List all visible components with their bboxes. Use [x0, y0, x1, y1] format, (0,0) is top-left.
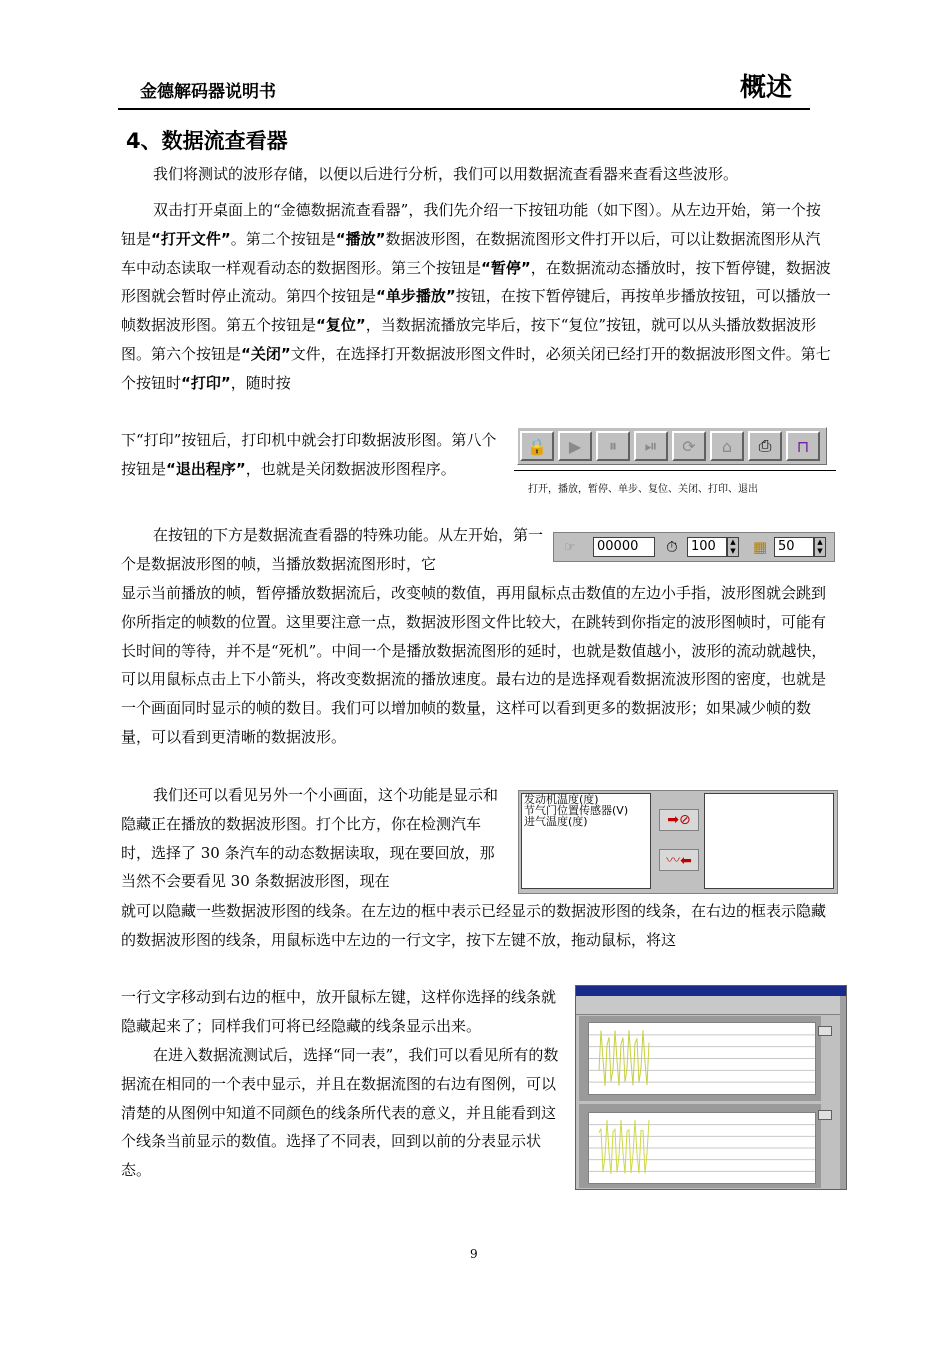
screenshot-scrollbar[interactable]	[840, 996, 846, 1190]
step-icon[interactable]: ⏯	[634, 431, 668, 461]
figure-rule	[514, 470, 836, 471]
section-title: 4、数据流查看器	[126, 129, 288, 153]
shown-lines-list[interactable]	[521, 793, 651, 889]
paragraph-controls-cont: 显示当前播放的帧，暂停播放数据流后，改变帧的数值，再用鼠标点击数值的左边小手指，波形图就会跳到你所指定的帧数的位置。这里要注意一点，数据波形图文件比较大，在跳转到你指定的波形图帧时，可能有长时间的等待，并不是“死机”。中间一个是播放数据流图形的延时，也就是数值越小，波形的流动就越快，可以用鼠标点击上下小箭头，将改变数据流的播放速度。最右边的是选择观看数据流波形图的密度，也就是一个画面同时显示的帧的数目。我们可以增加帧的数量，这样可以看到更多的数据波形；如果减少帧的数量，可以看到更清晰的数据波形。	[121, 584, 827, 746]
paragraph-drag: 一行文字移动到右边的框中，放开鼠标左键，这样你选择的线条就隐藏起来了；同样我们可将已经隐藏的线条显示出来。	[121, 988, 557, 1035]
show-arrow-icon[interactable]: 〰⬅	[659, 849, 699, 871]
chart-bottom-button[interactable]	[818, 1110, 832, 1120]
screenshot-titlebar	[576, 986, 846, 996]
frame-input[interactable]: 00000	[593, 537, 655, 557]
chart-top-plot	[589, 1023, 815, 1094]
paragraph-intro: 我们将测试的波形存储，以便以后进行分析，我们可以用数据流查看器来查看这些波形。	[153, 165, 739, 183]
density-icon: ▦	[753, 538, 768, 556]
doc-title: 金德解码器说明书	[140, 82, 276, 102]
chart-top	[588, 1022, 816, 1095]
hand-pointer-icon[interactable]: ☞	[564, 540, 576, 555]
toolbar-caption: 打开，播放，暂停、单步、复位、关闭、打印、退出	[528, 484, 758, 495]
open-icon[interactable]: 🔒	[520, 431, 554, 461]
chart-top-button[interactable]	[818, 1026, 832, 1036]
pause-icon[interactable]: ⏸	[596, 431, 630, 461]
reset-icon[interactable]: ⟳	[672, 431, 706, 461]
viewer-screenshot	[575, 985, 847, 1190]
paragraph-showhide-cont: 就可以隐藏一些数据波形图的线条。在左边的框中表示已经显示的数据波形图的线条，在右边的框表示隐藏的数据波形图的线条，用鼠标选中左边的一行文字，按下左键不放，拖动鼠标，将这	[121, 902, 827, 949]
paragraph-buttons-cont: 下“打印”按钮后，打印机中就会打印数据波形图。第八个按钮是“退出程序”，也就是关闭数据波形图程序。	[121, 431, 497, 478]
density-spinner[interactable]: ▲ ▼	[814, 537, 826, 557]
list-item[interactable]: 发动机温度(度)	[524, 793, 599, 806]
viewer-toolbar	[517, 427, 827, 465]
delay-input[interactable]: 100	[687, 537, 727, 557]
list-item[interactable]: 进气温度(度)	[524, 815, 588, 828]
play-icon[interactable]: ▶	[558, 431, 592, 461]
list-item[interactable]: 节气门位置传感器(V)	[524, 804, 629, 817]
clock-icon: ⏱	[666, 538, 678, 556]
chart-bottom-plot	[589, 1113, 815, 1183]
page-number: 9	[470, 1247, 478, 1261]
paragraph-same-table: 在进入数据流测试后，选择“同一表”，我们可以看见所有的数据流在相同的一个表中显示，并且在数据流图的右边有图例，可以清楚的从图例中知道不同颜色的线条所代表的意义，并且能看到这个线条当前显示的数值。选择了不同表，回到以前的分表显示状态。	[121, 1046, 559, 1180]
chapter-title: 概述	[739, 73, 792, 103]
page-header	[118, 72, 810, 110]
paragraph-controls: 在按钮的下方是数据流查看器的特殊功能。从左开始，第一个是数据波形图的帧，当播放数据流图形时，它	[121, 526, 544, 573]
hide-arrow-icon[interactable]: ➡⊘	[659, 809, 699, 831]
density-input[interactable]: 50	[774, 537, 814, 557]
print-icon[interactable]: ⎙	[748, 431, 782, 461]
paragraph-buttons: 双击打开桌面上的“金德数据流查看器”，我们先介绍一下按钮功能（如下图）。从左边开始，第一个按钮是“打开文件”。第二个按钮是“播放”数据波形图，在数据流图形文件打开以后，可以让数据流图形从汽车中动态读取一样观看动态的数据图形。第三个按钮是“暂停”，在数据流动态播放时，按下暂停键，数据波形图就会暂时停止流动。第四个按钮是“单步播放”按钮，在按下暂停键后，再按单步播放按钮，可以播放一帧数据波形图。第五个按钮是“复位”，当数据流播放完毕后，按下“复位”按钮，就可以从头播放数据波形图。第六个按钮是“关闭”文件，在选择打开数据波形图文件时，必须关闭已经打开的数据波形图文件。第七个按钮时“打印”，随时按	[121, 201, 831, 392]
screenshot-toolbar	[576, 996, 846, 1015]
exit-icon[interactable]: ⊓	[786, 431, 820, 461]
playback-controls	[553, 532, 835, 562]
chart-bottom	[588, 1112, 816, 1184]
hidden-lines-list[interactable]	[704, 793, 834, 889]
delay-spinner[interactable]: ▲ ▼	[727, 537, 739, 557]
show-hide-panel	[518, 790, 838, 894]
close-icon[interactable]: ⌂	[710, 431, 744, 461]
paragraph-showhide: 我们还可以看见另外一个小画面，这个功能是显示和隐藏正在播放的数据波形图。打个比方，你在检测汽车时，选择了 30 条汽车的动态数据读取，现在要回放，那当然不会要看见 30 条数据波形图，现在	[121, 786, 499, 891]
